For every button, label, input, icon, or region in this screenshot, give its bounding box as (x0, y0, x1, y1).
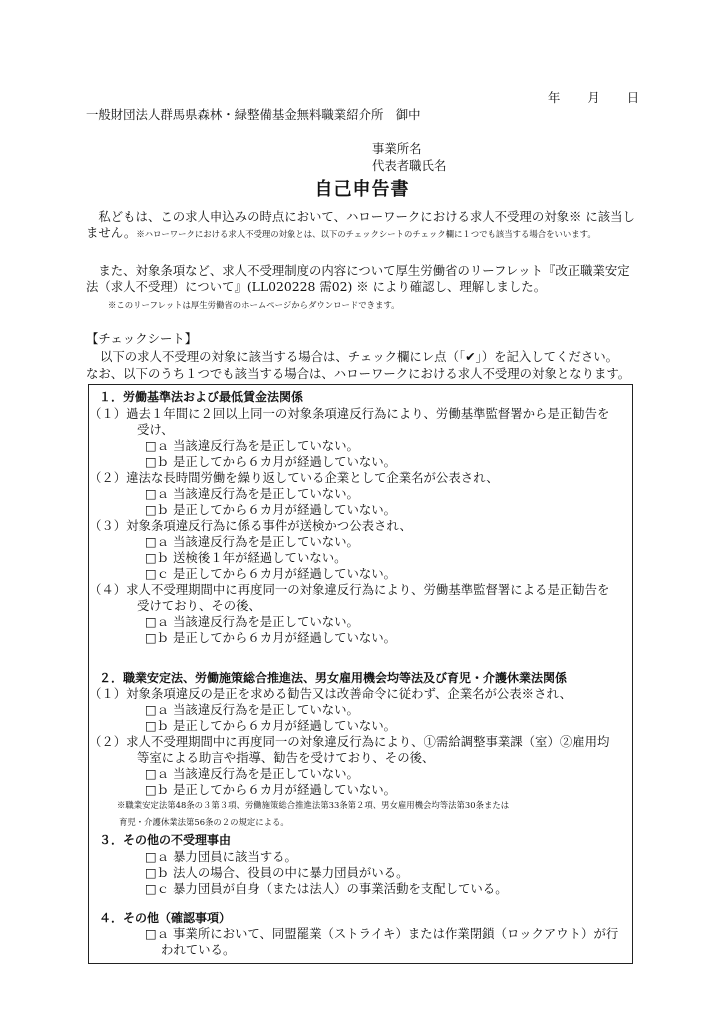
checksheet-instruction-1: 以下の求人不受理の対象に該当する場合は、チェック欄にレ点（「✔」）を記入してください。 (100, 349, 619, 364)
s1-item-3-check-c[interactable]: □ｃ 是正してから６カ月が経過していない。 (145, 566, 397, 581)
s1-item-4-check-a[interactable]: □ａ 当該違反行為を是正していない。 (145, 614, 359, 629)
intro-p1-text: 私どもは、この求人申込みの時点において、ハローワークにおける求人不受理の対象※ に該当しません。 (86, 209, 635, 240)
date-year-label: 年 (548, 90, 561, 105)
section-1-title: １．労働基準法および最低賃金法関係 (99, 390, 304, 404)
date-month-label: 月 (587, 90, 600, 105)
intro-paragraph-1 (86, 209, 641, 241)
s1-item-1-check-a[interactable]: □ａ 当該違反行為を是正していない。 (145, 438, 359, 453)
s4-check-a-cont: われている。 (161, 942, 236, 957)
leaflet-note: ※このリーフレットは厚生労働省のホームページからダウンロードできます。 (108, 300, 400, 310)
section-3-title: ３．その他の不受理事由 (99, 833, 232, 847)
s3-check-c[interactable]: □ｃ 暴力団員が自身（または法人）の事業活動を支配している。 (145, 881, 508, 896)
s4-check-a[interactable]: □ａ 事業所において、同盟罷業（ストライキ）または作業閉鎖（ロックアウト）が行 (145, 926, 619, 941)
s1-item-2-check-a[interactable]: □ａ 当該違反行為を是正していない。 (145, 486, 359, 501)
document-title: 自己申告書 (314, 179, 410, 200)
s2-item-1-check-b[interactable]: □ｂ 是正してから６カ月が経過していない。 (145, 718, 397, 733)
s1-item-3-check-a[interactable]: □ａ 当該違反行為を是正していない。 (145, 534, 359, 549)
section-4-title: ４．その他（確認事項） (99, 911, 232, 925)
s3-check-a[interactable]: □ａ 暴力団員に該当する。 (145, 849, 297, 864)
checklist-box (88, 384, 633, 964)
s1-item-3: （３）対象条項違反行為に係る事件が送検かつ公表され、 (89, 518, 412, 533)
s1-item-2: （２）違法な長時間労働を繰り返している企業として企業名が公表され、 (89, 470, 499, 485)
s2-note-1: ※職業安定法第48条の３第３項、労働施策総合推進法第33条第２項、男女雇用機会均等法第30条または (117, 800, 510, 810)
s1-item-1: （１）過去１年間に２回以上同一の対象条項違反行為により、労働基準監督署から是正勧告を (89, 406, 610, 421)
s2-item-1: （１）対象条項違反の是正を求める勧告又は改善命令に従わず、企業名が公表※され、 (89, 686, 572, 701)
checksheet-instruction-2: なお、以下のうち１つでも該当する場合は、ハローワークにおける求人不受理の対象となります。 (86, 366, 631, 381)
representative-label: 代表者職氏名 (372, 158, 447, 173)
s1-item-3-check-b[interactable]: □ｂ 送検後１年が経過していない。 (145, 550, 347, 565)
s2-note-2: 育児・介護休業法第56条の２の規定による。 (119, 817, 289, 827)
s2-item-2: （２）求人不受理期間中に再度同一の対象違反行為により、①需給調整事業課（室）②雇用均 (89, 734, 610, 749)
checksheet-heading: 【チェックシート】 (86, 331, 198, 346)
intro-paragraph-2: また、対象条項など、求人不受理制度の内容について厚生労働省のリーフレット『改正職業安定法（求人不受理）について』(LL020228 需02) ※ により確認し、理解しました。 (86, 263, 630, 294)
date-line (548, 90, 639, 106)
s3-check-b[interactable]: □ｂ 法人の場合、役員の中に暴力団員がいる。 (145, 865, 409, 880)
section-2-title: ２．職業安定法、労働施策総合推進法、男女雇用機会均等法及び育児・介護休業法関係 (99, 671, 568, 685)
addressee: 一般財団法人群馬県森林・緑整備基金無料職業紹介所 御中 (86, 107, 421, 122)
s2-item-2-check-a[interactable]: □ａ 当該違反行為を是正していない。 (145, 766, 359, 781)
s2-item-2-check-b[interactable]: □ｂ 是正してから６カ月が経過していない。 (145, 782, 397, 797)
s2-item-1-check-a[interactable]: □ａ 当該違反行為を是正していない。 (145, 702, 359, 717)
office-name-label: 事業所名 (372, 141, 422, 156)
s1-item-4-check-b[interactable]: □ｂ 是正してから６カ月が経過していない。 (145, 630, 397, 645)
s1-item-4: （４）求人不受理期間中に再度同一の対象違反行為により、労働基準監督署による是正勧告を (89, 582, 610, 597)
s1-item-1-cont: 受け、 (137, 422, 174, 437)
intro-p1-note: ※ハローワークにおける求人不受理の対象とは、以下のチェックシートのチェック欄に１つでも該当する場合をいいます。 (136, 229, 596, 239)
s1-item-2-check-b[interactable]: □ｂ 是正してから６カ月が経過していない。 (145, 502, 397, 517)
s1-item-1-check-b[interactable]: □ｂ 是正してから６カ月が経過していない。 (145, 454, 397, 469)
date-day-label: 日 (626, 90, 640, 105)
s2-item-2-cont: 等室による助言や指導、勧告を受けており、その後、 (137, 750, 435, 765)
s1-item-4-cont: 受けており、その後、 (137, 598, 261, 613)
